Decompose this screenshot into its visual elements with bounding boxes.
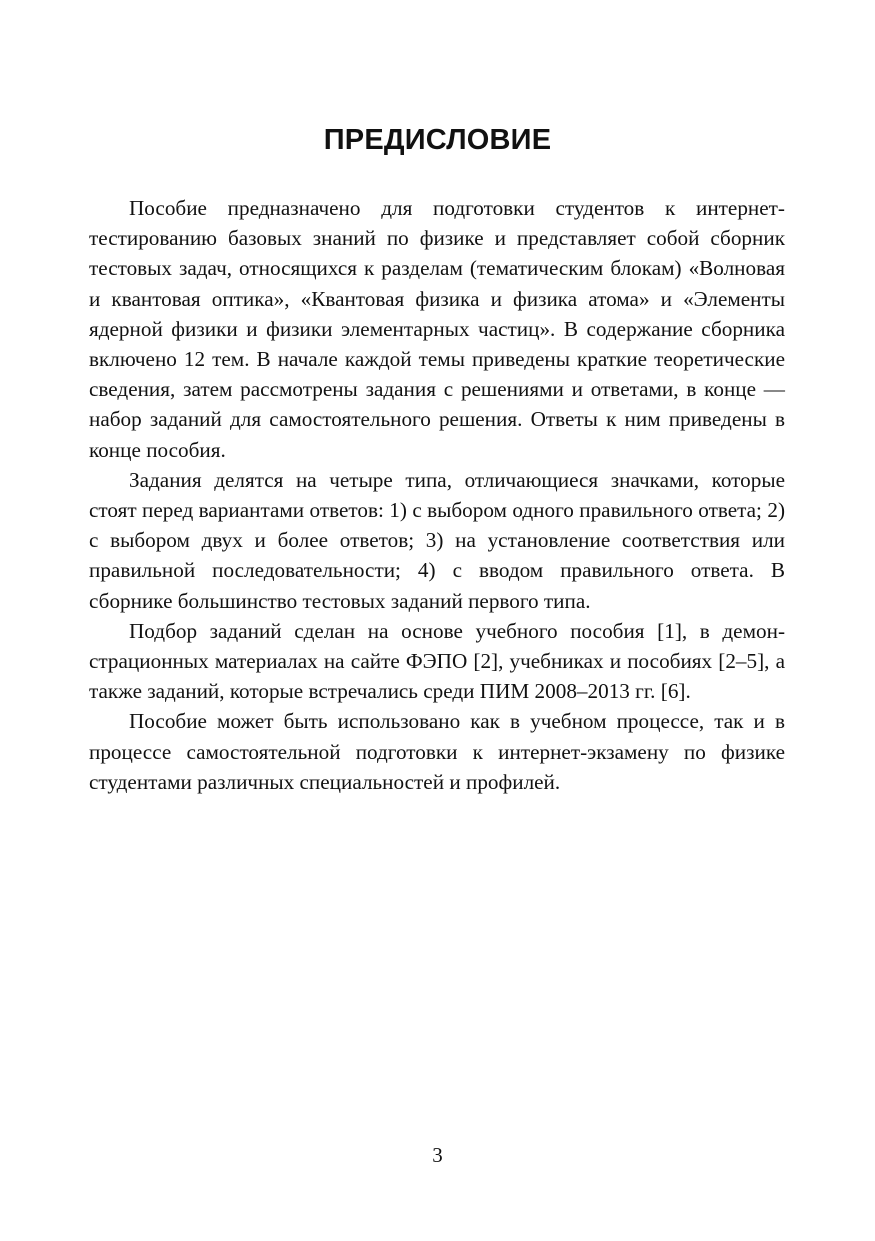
page-number: 3 xyxy=(432,1143,443,1167)
paragraph-sources: Подбор заданий сделан на основе учебного пособия [1], в демонстрационных материалах на сайте ФЭПО [2], учебниках и пособиях [2–5], а также заданий, которые встречались среди ПИМ 2008–2013 гг. [6]. xyxy=(89,618,785,704)
preface-body xyxy=(89,193,785,797)
paragraph-usage: Пособие может быть использовано как в учебном процессе, так и в процессе самостоятельной подготовки к интернет-экзамену по физике студентами различных специальностей и профилей. xyxy=(89,709,785,794)
paragraph-purpose: Пособие предназначено для подготовки студентов к интернет-тестированию базовых знаний по физике и представляет собой сборник тестовых задач, относящихся к разделам (тематическим блокам) «Волновая и квантовая оптика», «Квантовая физика и физика атома» и «Элементы ядерной физики и физики элементарных частиц». В содержание сборника включено 12 тем. В начале каждой темы приведены краткие теоретические сведения, затем рассмотрены задания с решениями и ответами, в конце — набор заданий для самостоятельного решения. Ответы к ним приведены в конце пособия. xyxy=(89,196,785,462)
paragraph-task-types: Задания делятся на четыре типа, отличающиеся значками, которые стоят перед вариантами ответов: 1) с выбором одного правильного ответа; 2) с выбором двух и более ответов; 3) на установление соответствия или правильной последовательности; 4) с вводом правильного ответа. В сборнике большинство тестовых заданий первого типа. xyxy=(89,467,785,613)
page-title: ПРЕДИСЛОВИЕ xyxy=(323,124,552,156)
